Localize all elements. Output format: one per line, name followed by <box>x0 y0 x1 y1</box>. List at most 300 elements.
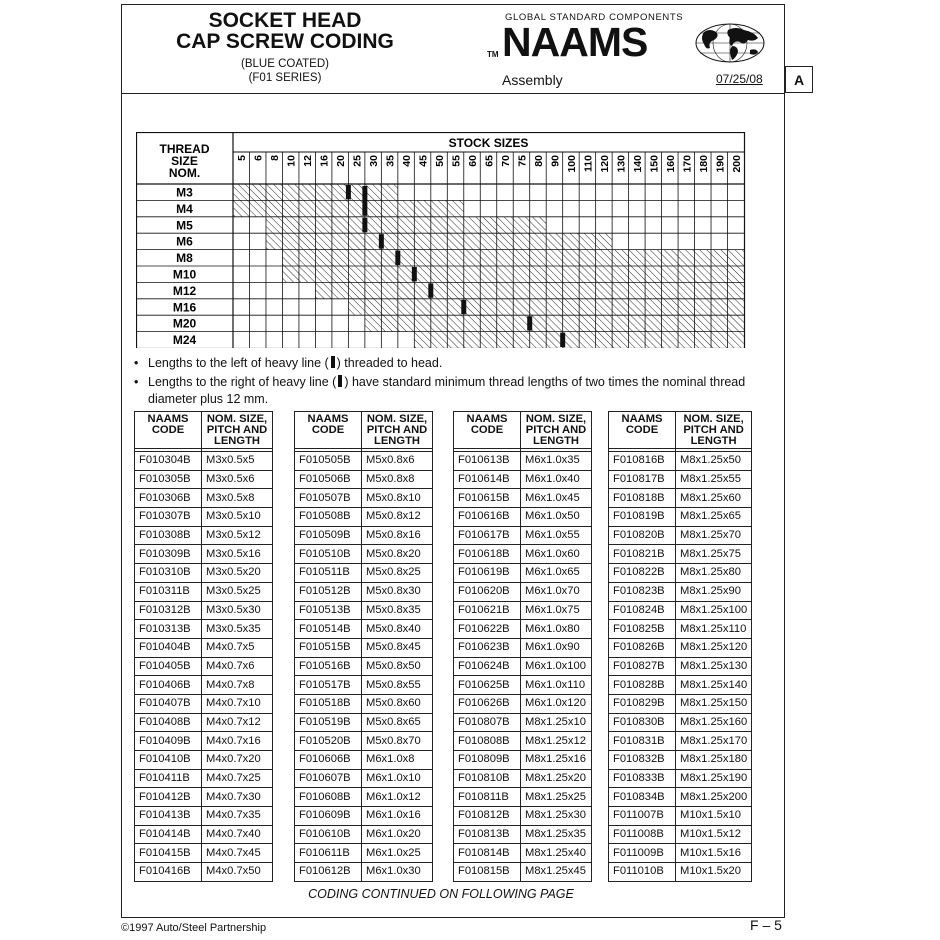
naams-code-cell: F010827B <box>609 657 676 676</box>
naams-code-cell: F010613B <box>454 452 521 471</box>
nominal-size-cell: M5x0.8x65 <box>362 713 433 732</box>
subtitle-coating: (BLUE COATED) <box>241 58 329 70</box>
naams-code-cell: F010819B <box>609 508 676 527</box>
nominal-size-cell: M4x0.7x8 <box>202 676 273 695</box>
naams-code-cell: F010305B <box>135 470 202 489</box>
nominal-size-cell: M8x1.25x70 <box>676 526 752 545</box>
nominal-size-cell: M5x0.8x12 <box>362 508 433 527</box>
naams-code-cell: F010619B <box>454 564 521 583</box>
thread-size-label: M4 <box>176 201 193 216</box>
code-table <box>453 411 592 882</box>
naams-code-cell: F010817B <box>609 470 676 489</box>
thread-size-label: M8 <box>176 251 193 266</box>
naams-code-cell: F010823B <box>609 582 676 601</box>
nominal-size-cell: M8x1.25x120 <box>676 638 752 657</box>
nominal-size-cell: M4x0.7x35 <box>202 807 273 826</box>
stock-size-chart <box>136 132 748 348</box>
table-row <box>454 844 592 863</box>
table-row <box>454 788 592 807</box>
naams-code-cell: F010412B <box>135 788 202 807</box>
naams-code-cell: F010617B <box>454 526 521 545</box>
table-row <box>454 638 592 657</box>
table-row <box>609 657 752 676</box>
stock-size-label: 100 <box>565 155 578 173</box>
heavy-line-marker <box>346 185 351 199</box>
heavy-line-marker <box>362 186 367 216</box>
table-row <box>454 489 592 508</box>
table-row <box>135 620 273 639</box>
nominal-size-cell: M5x0.8x16 <box>362 526 433 545</box>
stock-size-label: 20 <box>335 155 348 167</box>
code-table <box>134 411 273 882</box>
nominal-size-cell: M6x1.0x16 <box>362 807 433 826</box>
nominal-size-cell: M5x0.8x8 <box>362 470 433 489</box>
heavy-line-symbol <box>338 375 342 387</box>
table-row <box>609 545 752 564</box>
naams-code-cell: F011009B <box>609 844 676 863</box>
table-row <box>295 825 433 844</box>
naams-code-cell: F010608B <box>295 788 362 807</box>
naams-code-cell: F010514B <box>295 620 362 639</box>
table-row <box>454 863 592 882</box>
naams-code-cell: F010624B <box>454 657 521 676</box>
thread-size-label: M12 <box>172 283 197 298</box>
thread-size-label: M10 <box>172 267 197 282</box>
stock-size-label: 65 <box>483 155 496 167</box>
naams-code-cell: F010833B <box>609 769 676 788</box>
nominal-size-cell: M6x1.0x35 <box>521 452 592 471</box>
table-row <box>135 769 273 788</box>
table-row <box>295 620 433 639</box>
table-row <box>135 863 273 882</box>
table-row <box>295 489 433 508</box>
naams-code-cell: F010410B <box>135 751 202 770</box>
stock-size-label: 190 <box>714 155 727 173</box>
table-row <box>609 601 752 620</box>
code-column-header: NAAMS CODE <box>295 412 362 449</box>
nominal-size-cell: M10x1.5x16 <box>676 844 752 863</box>
naams-code-cell: F010828B <box>609 676 676 695</box>
nominal-size-cell: M3x0.5x12 <box>202 526 273 545</box>
stock-size-label: 30 <box>368 155 381 167</box>
table-row <box>454 657 592 676</box>
nominal-size-cell: M5x0.8x25 <box>362 564 433 583</box>
hatch-range-m20 <box>365 315 744 331</box>
naams-code-cell: F010807B <box>454 713 521 732</box>
nominal-size-cell: M5x0.8x10 <box>362 489 433 508</box>
naams-code-cell: F010614B <box>454 470 521 489</box>
table-row <box>295 545 433 564</box>
nominal-size-cell: M8x1.25x40 <box>521 844 592 863</box>
stock-size-label: 90 <box>549 155 562 167</box>
nominal-size-cell: M6x1.0x75 <box>521 601 592 620</box>
table-row <box>609 807 752 826</box>
naams-code-cell: F010623B <box>454 638 521 657</box>
table-row <box>454 601 592 620</box>
table-row <box>135 844 273 863</box>
notes-block <box>134 355 764 410</box>
naams-code-cell: F010513B <box>295 601 362 620</box>
naams-code-cell: F010826B <box>609 638 676 657</box>
table-row <box>135 788 273 807</box>
naams-code-cell: F010407B <box>135 694 202 713</box>
naams-code-cell: F010509B <box>295 526 362 545</box>
naams-code-cell: F010822B <box>609 564 676 583</box>
code-column-header: NAAMS CODE <box>135 412 202 449</box>
stock-size-label: 50 <box>434 155 447 167</box>
naams-code-cell: F010814B <box>454 844 521 863</box>
continued-note: CODING CONTINUED ON FOLLOWING PAGE <box>308 887 574 901</box>
size-column-header: NOM. SIZE, PITCH AND LENGTH <box>362 412 433 449</box>
heavy-line-marker <box>379 234 384 248</box>
nominal-size-cell: M10x1.5x12 <box>676 825 752 844</box>
table-row <box>454 676 592 695</box>
table-row <box>295 751 433 770</box>
nominal-size-cell: M6x1.0x25 <box>362 844 433 863</box>
table-row <box>135 713 273 732</box>
naams-code-cell: F010831B <box>609 732 676 751</box>
nominal-size-cell: M8x1.25x100 <box>676 601 752 620</box>
table-row <box>135 564 273 583</box>
nominal-size-cell: M6x1.0x55 <box>521 526 592 545</box>
table-row <box>295 788 433 807</box>
nominal-size-cell: M6x1.0x50 <box>521 508 592 527</box>
nominal-size-cell: M3x0.5x30 <box>202 601 273 620</box>
stock-size-label: 55 <box>450 155 463 167</box>
naams-code-cell: F010816B <box>609 452 676 471</box>
naams-code-cell: F010310B <box>135 564 202 583</box>
table-row <box>135 825 273 844</box>
hatch-range-m6 <box>266 233 612 249</box>
naams-code-cell: F010312B <box>135 601 202 620</box>
nominal-size-cell: M8x1.25x130 <box>676 657 752 676</box>
stock-size-label: 130 <box>615 155 628 173</box>
naams-code-cell: F010516B <box>295 657 362 676</box>
naams-code-cell: F010307B <box>135 508 202 527</box>
stock-size-label: 8 <box>269 155 282 161</box>
naams-code-cell: F010618B <box>454 545 521 564</box>
thread-size-label: M5 <box>176 218 193 233</box>
naams-code-cell: F010832B <box>609 751 676 770</box>
nominal-size-cell: M5x0.8x45 <box>362 638 433 657</box>
heavy-line-marker <box>527 316 532 330</box>
naams-code-cell: F010810B <box>454 769 521 788</box>
nominal-size-cell: M8x1.25x75 <box>676 545 752 564</box>
naams-code-cell: F010610B <box>295 825 362 844</box>
table-row <box>135 732 273 751</box>
table-row <box>135 601 273 620</box>
page-number: F – 5 <box>750 917 782 933</box>
naams-code-cell: F010416B <box>135 863 202 882</box>
table-row <box>295 769 433 788</box>
nominal-size-cell: M6x1.0x80 <box>521 620 592 639</box>
nominal-size-cell: M6x1.0x12 <box>362 788 433 807</box>
thread-size-label: M3 <box>176 185 193 200</box>
stock-size-label: 6 <box>252 155 265 161</box>
stock-size-label: 160 <box>664 155 677 173</box>
revision-badge: A <box>785 66 813 93</box>
naams-code-cell: F010821B <box>609 545 676 564</box>
nominal-size-cell: M8x1.25x45 <box>521 863 592 882</box>
stock-size-label: 35 <box>384 155 397 167</box>
stock-size-label: 75 <box>516 155 529 167</box>
nominal-size-cell: M5x0.8x20 <box>362 545 433 564</box>
table-row <box>454 545 592 564</box>
table-row <box>135 582 273 601</box>
revision-date: 07/25/08 <box>716 72 763 86</box>
table-row <box>454 732 592 751</box>
naams-code-cell: F010612B <box>295 863 362 882</box>
table-row <box>135 452 273 471</box>
table-row <box>295 713 433 732</box>
thread-size-header-line: NOM. <box>168 166 201 180</box>
size-column-header: NOM. SIZE, PITCH AND LENGTH <box>676 412 752 449</box>
nominal-size-cell: M4x0.7x25 <box>202 769 273 788</box>
table-row <box>295 676 433 695</box>
table-row <box>295 582 433 601</box>
table-row <box>295 657 433 676</box>
nominal-size-cell: M8x1.25x110 <box>676 620 752 639</box>
naams-code-cell: F010408B <box>135 713 202 732</box>
naams-code-cell: F010519B <box>295 713 362 732</box>
thread-size-label: M24 <box>172 333 197 348</box>
table-row <box>135 508 273 527</box>
table-row <box>609 582 752 601</box>
naams-code-cell: F010829B <box>609 694 676 713</box>
stock-size-label: 150 <box>648 155 661 173</box>
naams-code-cell: F010606B <box>295 751 362 770</box>
naams-code-cell: F010811B <box>454 788 521 807</box>
nominal-size-cell: M3x0.5x16 <box>202 545 273 564</box>
note-threaded-to-head: • Lengths to the left of heavy line ( ) threaded to head. <box>134 356 443 370</box>
stock-size-label: 110 <box>582 155 595 172</box>
nominal-size-cell: M3x0.5x35 <box>202 620 273 639</box>
nominal-size-cell: M4x0.7x5 <box>202 638 273 657</box>
naams-code-cell: F010834B <box>609 788 676 807</box>
stock-size-label: 70 <box>499 155 512 167</box>
table-row <box>609 788 752 807</box>
stock-size-label: 12 <box>302 155 315 167</box>
naams-code-cell: F010411B <box>135 769 202 788</box>
naams-code-cell: F010622B <box>454 620 521 639</box>
naams-code-cell: F010508B <box>295 508 362 527</box>
thread-size-label: M6 <box>176 234 193 249</box>
naams-code-cell: F010413B <box>135 807 202 826</box>
nominal-size-cell: M5x0.8x40 <box>362 620 433 639</box>
nominal-size-cell: M6x1.0x110 <box>521 676 592 695</box>
nominal-size-cell: M5x0.8x50 <box>362 657 433 676</box>
nominal-size-cell: M6x1.0x45 <box>521 489 592 508</box>
table-row <box>609 470 752 489</box>
naams-code-cell: F010406B <box>135 676 202 695</box>
size-column-header: NOM. SIZE, PITCH AND LENGTH <box>521 412 592 449</box>
table-row <box>295 526 433 545</box>
stock-size-label: 25 <box>351 155 364 167</box>
naams-code-cell: F010313B <box>135 620 202 639</box>
naams-code-cell: F010309B <box>135 545 202 564</box>
naams-code-cell: F010626B <box>454 694 521 713</box>
naams-code-cell: F010815B <box>454 863 521 882</box>
naams-code-cell: F010505B <box>295 452 362 471</box>
org-tagline: GLOBAL STANDARD COMPONENTS <box>505 12 684 23</box>
stock-size-label: 45 <box>417 155 430 167</box>
stock-size-label: 40 <box>401 155 414 167</box>
table-row <box>295 807 433 826</box>
naams-code-cell: F010620B <box>454 582 521 601</box>
naams-code-cell: F010518B <box>295 694 362 713</box>
table-row <box>609 452 752 471</box>
heavy-line-marker <box>395 251 400 265</box>
stock-size-label: 120 <box>598 155 611 173</box>
table-row <box>609 620 752 639</box>
naams-code-cell: F010304B <box>135 452 202 471</box>
stock-sizes-header: STOCK SIZES <box>448 136 529 150</box>
nominal-size-cell: M3x0.5x10 <box>202 508 273 527</box>
heavy-line-marker <box>362 218 367 232</box>
nominal-size-cell: M8x1.25x170 <box>676 732 752 751</box>
table-row <box>135 676 273 695</box>
nominal-size-cell: M8x1.25x60 <box>676 489 752 508</box>
table-row <box>609 713 752 732</box>
subtitle-series: (F01 SERIES) <box>248 72 322 84</box>
nominal-size-cell: M4x0.7x6 <box>202 657 273 676</box>
naams-code-cell: F010808B <box>454 732 521 751</box>
table-row <box>454 452 592 471</box>
nominal-size-cell: M10x1.5x20 <box>676 863 752 882</box>
table-row <box>454 694 592 713</box>
code-column-header: NAAMS CODE <box>454 412 521 449</box>
naams-code-cell: F010611B <box>295 844 362 863</box>
nominal-size-cell: M3x0.5x25 <box>202 582 273 601</box>
naams-code-cell: F010510B <box>295 545 362 564</box>
naams-code-cell: F010517B <box>295 676 362 695</box>
nominal-size-cell: M8x1.25x150 <box>676 694 752 713</box>
heavy-line-marker <box>560 333 565 347</box>
header-divider <box>121 93 785 94</box>
nominal-size-cell: M8x1.25x90 <box>676 582 752 601</box>
naams-code-cell: F010625B <box>454 676 521 695</box>
table-row <box>454 751 592 770</box>
table-row <box>295 863 433 882</box>
nominal-size-cell: M8x1.25x190 <box>676 769 752 788</box>
table-row <box>454 713 592 732</box>
table-row <box>295 452 433 471</box>
table-row <box>454 526 592 545</box>
nominal-size-cell: M5x0.8x35 <box>362 601 433 620</box>
naams-code-cell: F010512B <box>295 582 362 601</box>
thread-size-header-line: THREAD <box>159 142 210 156</box>
table-row <box>609 564 752 583</box>
naams-code-cell: F010415B <box>135 844 202 863</box>
naams-code-cell: F010825B <box>609 620 676 639</box>
nominal-size-cell: M6x1.0x90 <box>521 638 592 657</box>
nominal-size-cell: M3x0.5x8 <box>202 489 273 508</box>
nominal-size-cell: M6x1.0x70 <box>521 582 592 601</box>
nominal-size-cell: M4x0.7x40 <box>202 825 273 844</box>
nominal-size-cell: M8x1.25x160 <box>676 713 752 732</box>
nominal-size-cell: M5x0.8x70 <box>362 732 433 751</box>
nominal-size-cell: M4x0.7x45 <box>202 844 273 863</box>
nominal-size-cell: M4x0.7x20 <box>202 751 273 770</box>
nominal-size-cell: M8x1.25x12 <box>521 732 592 751</box>
table-row <box>454 620 592 639</box>
nominal-size-cell: M8x1.25x25 <box>521 788 592 807</box>
table-row <box>135 470 273 489</box>
heavy-line-symbol <box>331 356 335 368</box>
nominal-size-cell: M3x0.5x20 <box>202 564 273 583</box>
table-row <box>609 489 752 508</box>
nominal-size-cell: M8x1.25x35 <box>521 825 592 844</box>
naams-code-cell: F010404B <box>135 638 202 657</box>
thread-size-label: M20 <box>172 316 197 331</box>
table-row <box>609 863 752 882</box>
naams-code-cell: F010507B <box>295 489 362 508</box>
trademark-mark: TM <box>487 50 499 59</box>
globe-icon <box>694 22 766 64</box>
table-row <box>454 470 592 489</box>
naams-code-cell: F010820B <box>609 526 676 545</box>
stock-size-label: 10 <box>285 155 298 167</box>
table-row <box>295 470 433 489</box>
naams-code-cell: F010607B <box>295 769 362 788</box>
naams-code-cell: F011008B <box>609 825 676 844</box>
heavy-line-marker <box>412 267 417 281</box>
table-row <box>454 508 592 527</box>
naams-code-cell: F010506B <box>295 470 362 489</box>
nominal-size-cell: M6x1.0x20 <box>362 825 433 844</box>
nominal-size-cell: M6x1.0x30 <box>362 863 433 882</box>
table-row <box>295 732 433 751</box>
nominal-size-cell: M4x0.7x12 <box>202 713 273 732</box>
table-row <box>135 694 273 713</box>
table-row <box>135 657 273 676</box>
nominal-size-cell: M6x1.0x10 <box>362 769 433 788</box>
page-title: SOCKET HEAD CAP SCREW CODING <box>176 9 394 53</box>
nominal-size-cell: M8x1.25x140 <box>676 676 752 695</box>
code-table <box>294 411 433 882</box>
naams-code-cell: F010818B <box>609 489 676 508</box>
table-row <box>609 844 752 863</box>
table-row <box>454 564 592 583</box>
naams-code-cell: F010308B <box>135 526 202 545</box>
table-row <box>135 526 273 545</box>
thread-size-header-line: SIZE <box>171 154 198 168</box>
stock-size-label: 140 <box>631 155 644 173</box>
stock-size-label: 60 <box>467 155 480 167</box>
nominal-size-cell: M8x1.25x80 <box>676 564 752 583</box>
nominal-size-cell: M6x1.0x120 <box>521 694 592 713</box>
naams-code-cell: F011007B <box>609 807 676 826</box>
table-row <box>454 807 592 826</box>
nominal-size-cell: M8x1.25x65 <box>676 508 752 527</box>
table-row <box>295 601 433 620</box>
nominal-size-cell: M8x1.25x16 <box>521 751 592 770</box>
nominal-size-cell: M8x1.25x200 <box>676 788 752 807</box>
table-row <box>609 732 752 751</box>
naams-code-cell: F010809B <box>454 751 521 770</box>
nominal-size-cell: M6x1.0x60 <box>521 545 592 564</box>
table-row <box>295 638 433 657</box>
naams-code-cell: F010616B <box>454 508 521 527</box>
table-row <box>609 508 752 527</box>
hatch-range-m5 <box>266 217 546 233</box>
naams-code-cell: F010414B <box>135 825 202 844</box>
stock-size-label: 5 <box>236 155 249 161</box>
nominal-size-cell: M5x0.8x6 <box>362 452 433 471</box>
naams-code-cell: F010515B <box>295 638 362 657</box>
table-row <box>609 751 752 770</box>
stock-size-label: 16 <box>318 155 331 167</box>
